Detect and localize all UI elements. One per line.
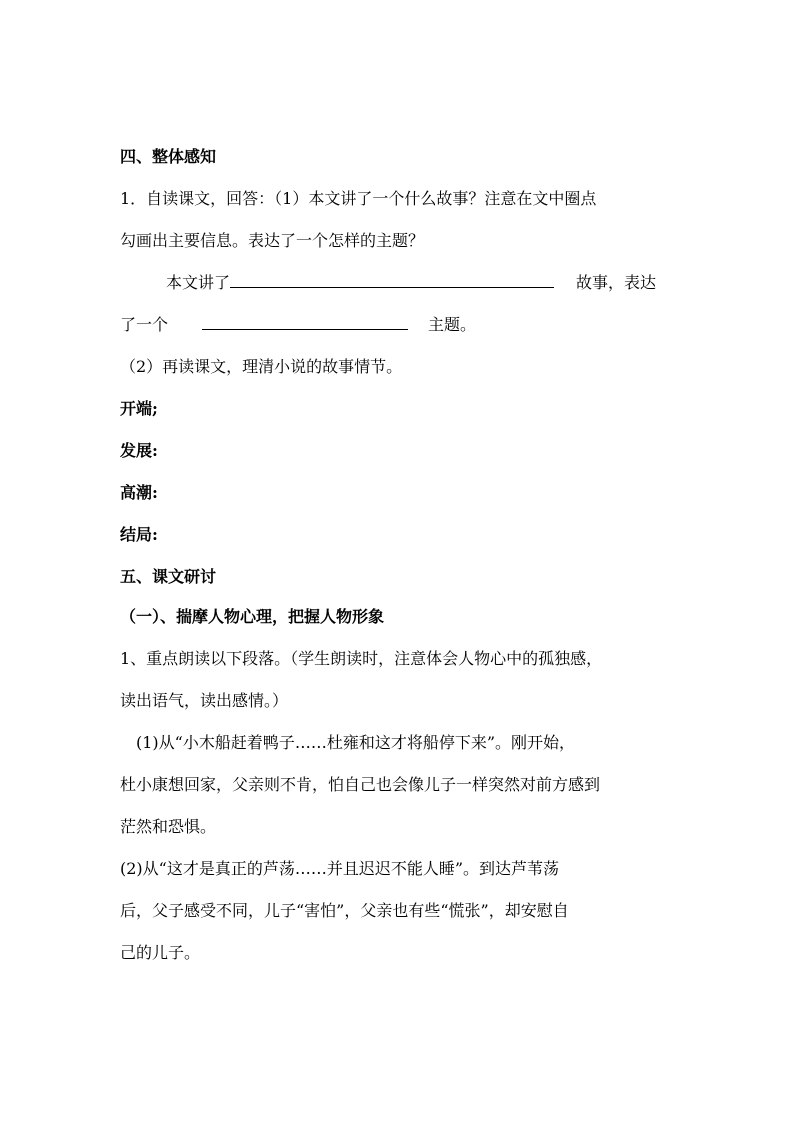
passage-2-line-1: (2)从“这才是真正的芦荡……并且迟迟不能人睡”。到达芦苇荡	[120, 859, 560, 878]
subsection-heading-1: （一）、揣摩人物心理，把握人物形象	[120, 607, 385, 626]
passage-2-line-3: 己的儿子。	[120, 943, 201, 962]
item-1-line-1: 1、重点朗读以下段落。（学生朗读时，注意体会人物心中的孤独感，	[120, 649, 603, 668]
fill-in-mid: 故事，表达	[576, 273, 657, 292]
plot-ending-label: 结局:	[120, 525, 158, 544]
passage-1-line-2: 杜小康想回家，父亲则不肯，怕自己也会像儿子一样突然对前方感到	[120, 775, 601, 794]
question-1-line-2: 勾画出主要信息。表达了一个怎样的主题？	[120, 231, 425, 250]
passage-1-line-1: (1)从“小木船赶着鸭子……杜雍和这才将船停下来”。刚开始，	[136, 733, 576, 752]
fill-in-line-2	[120, 314, 476, 336]
answer-blank-story	[230, 273, 554, 288]
answer-blank-theme	[202, 315, 408, 330]
question-2: （2）再读课文，理清小说的故事情节。	[120, 357, 403, 376]
fill-in-2-suffix: 主题。	[428, 315, 477, 334]
plot-start-label: 开端;	[120, 399, 158, 418]
section-heading-overall: 四、整体感知	[120, 147, 217, 166]
question-1-line-1: 1．自读课文，回答：（1）本文讲了一个什么故事？注意在文中圈点	[120, 189, 597, 208]
plot-climax-label: 高潮:	[120, 483, 158, 502]
fill-in-prefix: 本文讲了	[166, 273, 231, 292]
fill-in-line-1	[166, 272, 656, 294]
passage-2-line-2: 后，父子感受不同，儿子“害怕”，父亲也有些“慌张”，却安慰自	[120, 901, 569, 920]
plot-development-label: 发展:	[120, 441, 158, 460]
fill-in-2-prefix: 了一个	[120, 315, 169, 334]
section-heading-study: 五、课文研讨	[120, 567, 217, 586]
passage-1-line-3: 茫然和恐惧。	[120, 817, 217, 836]
item-1-line-2: 读出语气，读出感情。）	[120, 691, 289, 710]
